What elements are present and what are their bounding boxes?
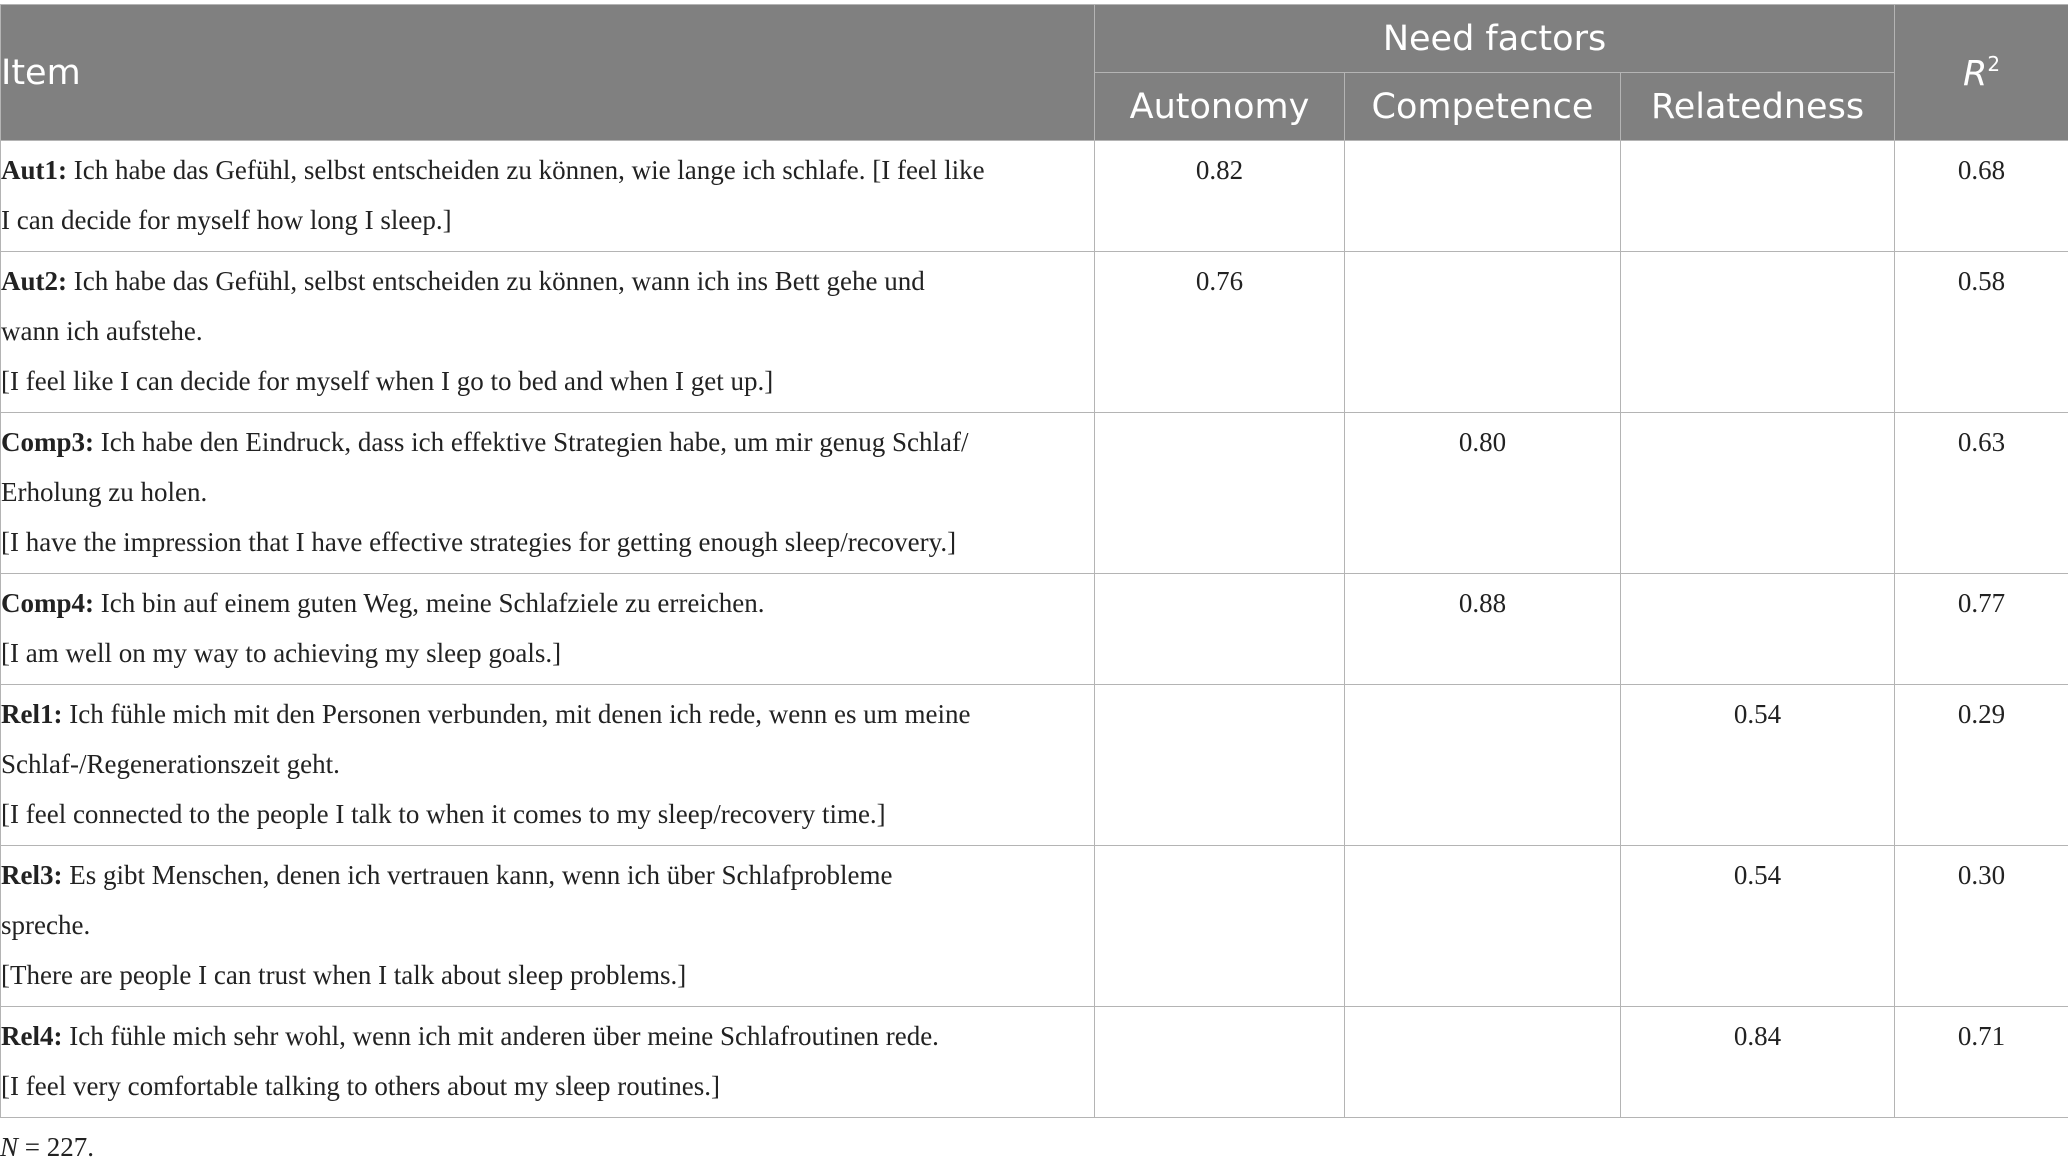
item-label: Aut1: xyxy=(1,155,67,185)
item-cell xyxy=(1,846,1095,1007)
table-row xyxy=(1,685,2068,846)
item-text: Ich habe den Eindruck, dass ich effektive Strategien habe, um mir genug Schlaf/ xyxy=(94,427,969,457)
autonomy-value xyxy=(1095,574,1345,685)
item-line: [I have the impression that I have effective strategies for getting enough sleep/recovery.] xyxy=(1,527,957,557)
autonomy-value: 0.82 xyxy=(1095,141,1345,252)
relatedness-value xyxy=(1621,141,1895,252)
r2-letter: R xyxy=(1963,53,1988,94)
header-r-squared xyxy=(1895,5,2068,141)
note-n: N xyxy=(0,1132,19,1162)
note-text: = 227. xyxy=(18,1132,94,1162)
autonomy-value xyxy=(1095,685,1345,846)
item-text: Ich fühle mich mit den Personen verbunden, mit denen ich rede, wenn es um meine xyxy=(62,699,971,729)
table-note xyxy=(0,1132,94,1163)
item-line: Erholung zu holen. xyxy=(1,477,208,507)
header-need-factors: Need factors xyxy=(1095,5,1895,73)
item-text: Ich bin auf einem guten Weg, meine Schlafziele zu erreichen. xyxy=(94,588,765,618)
item-line xyxy=(1,417,1094,467)
competence-value xyxy=(1345,1007,1621,1118)
r2-value: 0.30 xyxy=(1895,846,2068,1007)
item-line: [I feel very comfortable talking to others about my sleep routines.] xyxy=(1,1071,721,1101)
item-text: Ich habe das Gefühl, selbst entscheiden zu können, wann ich ins Bett gehe und xyxy=(67,266,925,296)
factor-loadings-table xyxy=(0,4,2068,1118)
item-cell xyxy=(1,413,1095,574)
relatedness-value: 0.84 xyxy=(1621,1007,1895,1118)
item-line: spreche. xyxy=(1,910,91,940)
item-line: I can decide for myself how long I sleep.] xyxy=(1,205,452,235)
r2-value: 0.71 xyxy=(1895,1007,2068,1118)
table-row xyxy=(1,574,2068,685)
item-cell xyxy=(1,574,1095,685)
item-line xyxy=(1,256,1094,306)
item-line xyxy=(1,850,1094,900)
relatedness-value xyxy=(1621,413,1895,574)
item-line: Schlaf-/Regenerationszeit geht. xyxy=(1,749,340,779)
item-text: Ich habe das Gefühl, selbst entscheiden zu können, wie lange ich schlafe. [I feel like xyxy=(67,155,985,185)
table-row xyxy=(1,846,2068,1007)
item-cell xyxy=(1,685,1095,846)
autonomy-value xyxy=(1095,846,1345,1007)
item-text: Es gibt Menschen, denen ich vertrauen kann, wenn ich über Schlafprobleme xyxy=(62,860,893,890)
r2-exponent: 2 xyxy=(1987,51,2001,76)
item-text: Ich fühle mich sehr wohl, wenn ich mit anderen über meine Schlafroutinen rede. xyxy=(62,1021,939,1051)
competence-value xyxy=(1345,846,1621,1007)
item-cell xyxy=(1,252,1095,413)
autonomy-value xyxy=(1095,1007,1345,1118)
item-label: Comp4: xyxy=(1,588,94,618)
item-line: [There are people I can trust when I talk about sleep problems.] xyxy=(1,960,687,990)
item-line: wann ich aufstehe. xyxy=(1,316,203,346)
r2-value: 0.29 xyxy=(1895,685,2068,846)
r2-value: 0.63 xyxy=(1895,413,2068,574)
header-autonomy: Autonomy xyxy=(1095,73,1345,141)
item-label: Rel1: xyxy=(1,699,63,729)
relatedness-value xyxy=(1621,574,1895,685)
relatedness-value: 0.54 xyxy=(1621,846,1895,1007)
competence-value xyxy=(1345,252,1621,413)
item-cell xyxy=(1,141,1095,252)
item-label: Rel4: xyxy=(1,1021,63,1051)
item-line xyxy=(1,578,1094,628)
r2-value: 0.68 xyxy=(1895,141,2068,252)
relatedness-value: 0.54 xyxy=(1621,685,1895,846)
table-row xyxy=(1,252,2068,413)
item-line: [I feel like I can decide for myself when I go to bed and when I get up.] xyxy=(1,366,774,396)
relatedness-value xyxy=(1621,252,1895,413)
r2-value: 0.77 xyxy=(1895,574,2068,685)
r2-value: 0.58 xyxy=(1895,252,2068,413)
item-line: [I am well on my way to achieving my sleep goals.] xyxy=(1,638,562,668)
header-item: Item xyxy=(1,5,1095,141)
autonomy-value xyxy=(1095,413,1345,574)
table-row xyxy=(1,141,2068,252)
table-row xyxy=(1,1007,2068,1118)
item-label: Aut2: xyxy=(1,266,67,296)
item-line xyxy=(1,145,1094,195)
item-line xyxy=(1,689,1094,739)
item-line: [I feel connected to the people I talk to when it comes to my sleep/recovery time.] xyxy=(1,799,886,829)
autonomy-value: 0.76 xyxy=(1095,252,1345,413)
competence-value: 0.80 xyxy=(1345,413,1621,574)
table-row xyxy=(1,413,2068,574)
competence-value xyxy=(1345,141,1621,252)
item-line xyxy=(1,1011,1094,1061)
item-cell xyxy=(1,1007,1095,1118)
item-label: Rel3: xyxy=(1,860,63,890)
competence-value xyxy=(1345,685,1621,846)
header-relatedness: Relatedness xyxy=(1621,73,1895,141)
item-label: Comp3: xyxy=(1,427,94,457)
header-competence: Competence xyxy=(1345,73,1621,141)
competence-value: 0.88 xyxy=(1345,574,1621,685)
